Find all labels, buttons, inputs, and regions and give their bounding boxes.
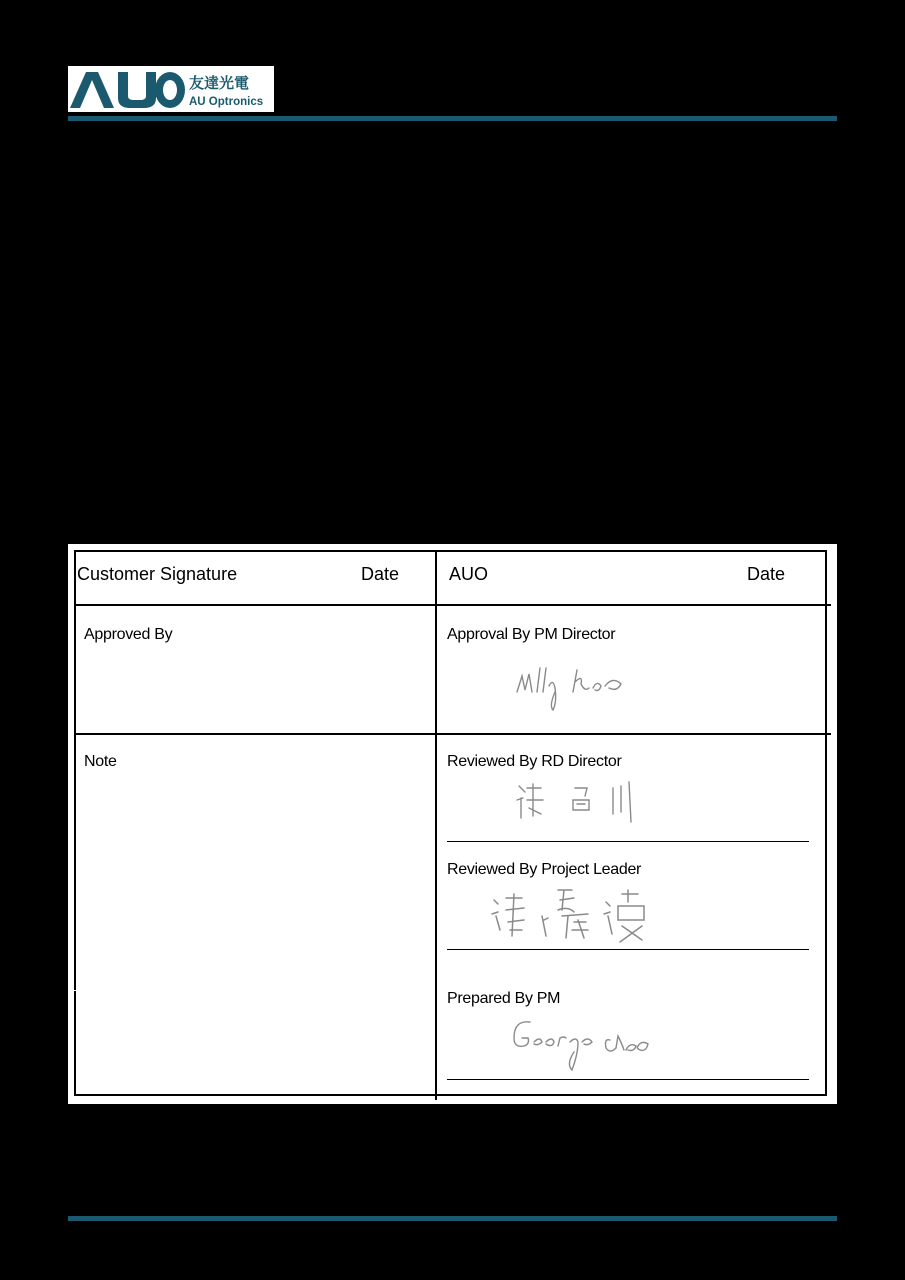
footer-rule <box>68 1216 837 1221</box>
prepared-by-pm-label: Prepared By PM <box>447 990 561 1007</box>
signature-line-pm <box>447 1079 809 1080</box>
row-divider <box>74 733 831 735</box>
customer-signature-header: Customer Signature <box>77 564 238 584</box>
logo-chinese-name: 友達光電 <box>189 74 250 92</box>
signature-line-rd-director <box>447 841 809 842</box>
reviewed-rd-director-label: Reviewed By RD Director <box>447 753 622 770</box>
signature-project-leader <box>488 886 678 948</box>
note-label: Note <box>84 753 117 770</box>
column-divider <box>435 550 437 1100</box>
logo-english-name: AU Optronics <box>189 96 264 108</box>
approval-pm-director-label: Approval By PM Director <box>447 626 616 643</box>
approved-by-label: Approved By <box>84 626 173 643</box>
signature-line-project-leader <box>447 949 809 950</box>
customer-date-header: Date <box>361 564 400 584</box>
signature-rd-director <box>513 778 643 828</box>
auo-date-header: Date <box>747 564 786 584</box>
auo-header: AUO <box>449 564 489 584</box>
header-rule <box>68 116 837 121</box>
signature-table <box>68 544 837 1104</box>
header-divider <box>74 604 831 606</box>
auo-logo-mark <box>68 66 274 112</box>
margin-tick <box>69 990 77 991</box>
signature-pm-director <box>513 662 633 714</box>
reviewed-project-leader-label: Reviewed By Project Leader <box>447 861 642 878</box>
signature-pm <box>508 1014 658 1076</box>
auo-logo <box>68 66 274 112</box>
